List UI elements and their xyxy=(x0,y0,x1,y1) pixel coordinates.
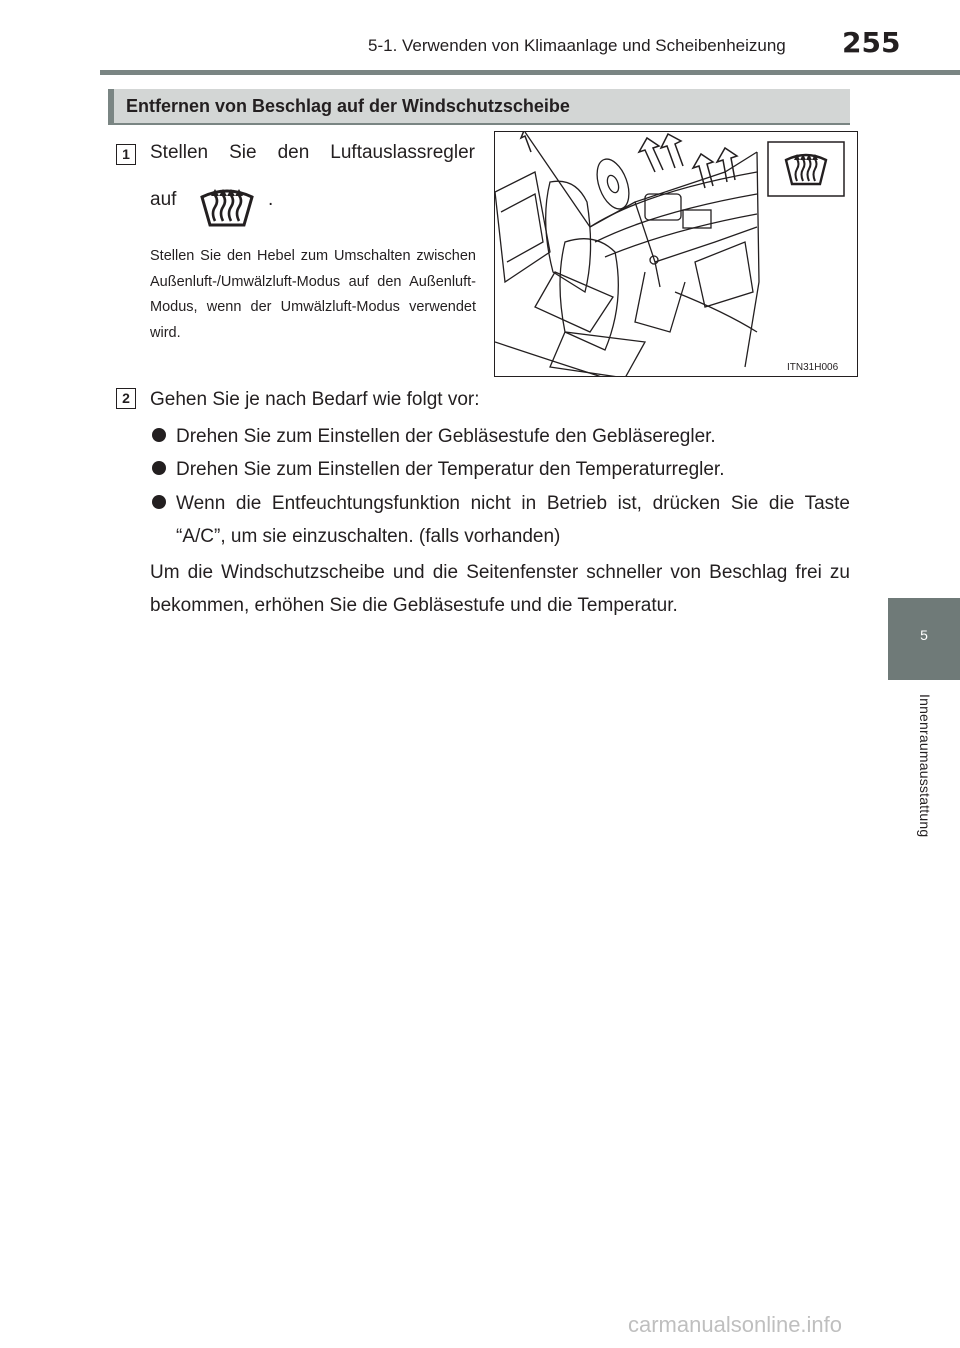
bullet-dot xyxy=(152,495,166,509)
watermark: carmanualsonline.info xyxy=(628,1312,843,1337)
chapter-tab-number: 5 xyxy=(888,598,960,680)
section-title-bar xyxy=(108,89,850,123)
bullet-dot xyxy=(152,461,166,475)
section-title: Entfernen von Beschlag auf der Windschutzscheibe xyxy=(126,96,570,116)
step-1-badge: 1 xyxy=(116,144,136,165)
list-item-text: Drehen Sie zum Einstellen der Temperatur den Temperaturregler. xyxy=(176,459,725,480)
step-2-badge: 2 xyxy=(116,388,136,409)
interior-illustration xyxy=(494,131,858,377)
list-item xyxy=(150,420,850,453)
list-item xyxy=(150,487,850,553)
list-item-text: Drehen Sie zum Einstellen der Gebläsestufe den Gebläseregler. xyxy=(176,426,716,447)
header-rule xyxy=(100,70,960,75)
list-item xyxy=(150,453,850,486)
windshield-defroster-icon xyxy=(196,183,258,227)
page-number: 255 xyxy=(842,26,901,59)
figure-code: ITN31H006 xyxy=(787,362,839,373)
step-2-text: Gehen Sie je nach Bedarf wie folgt vor: xyxy=(150,389,480,410)
bullet-dot xyxy=(152,428,166,442)
step-1-note: Stellen Sie den Hebel zum Umschalten zwischen Außenluft-/Umwälzluft-Modus auf den Außenluft-Modus, wenn der Umwälzluft-Modus verwendet wird. xyxy=(150,248,476,341)
running-header-title: 5-1. Verwenden von Klimaanlage und Scheibenheizung xyxy=(368,36,786,55)
car-interior-drawing xyxy=(495,132,858,377)
chapter-tab xyxy=(888,680,960,970)
step-1-auf: auf xyxy=(150,189,177,210)
list-item-text: Wenn die Entfeuchtungsfunktion nicht in Betrieb ist, drücken Sie die Taste “A/C”, um sie einzuschalten. (falls vorhanden) xyxy=(176,493,850,547)
step-1-period: . xyxy=(268,189,274,210)
section-title-rule xyxy=(108,123,850,125)
step-1-text: Stellen Sie den Luftauslassregler xyxy=(150,142,475,163)
chapter-tab-label: Innenraumausstattung xyxy=(917,694,933,838)
step-2-paragraph: Um die Windschutzscheibe und die Seitenfenster schneller von Beschlag frei zu bekommen, erhöhen Sie die Gebläsestufe und die Temperatur. xyxy=(150,562,850,616)
